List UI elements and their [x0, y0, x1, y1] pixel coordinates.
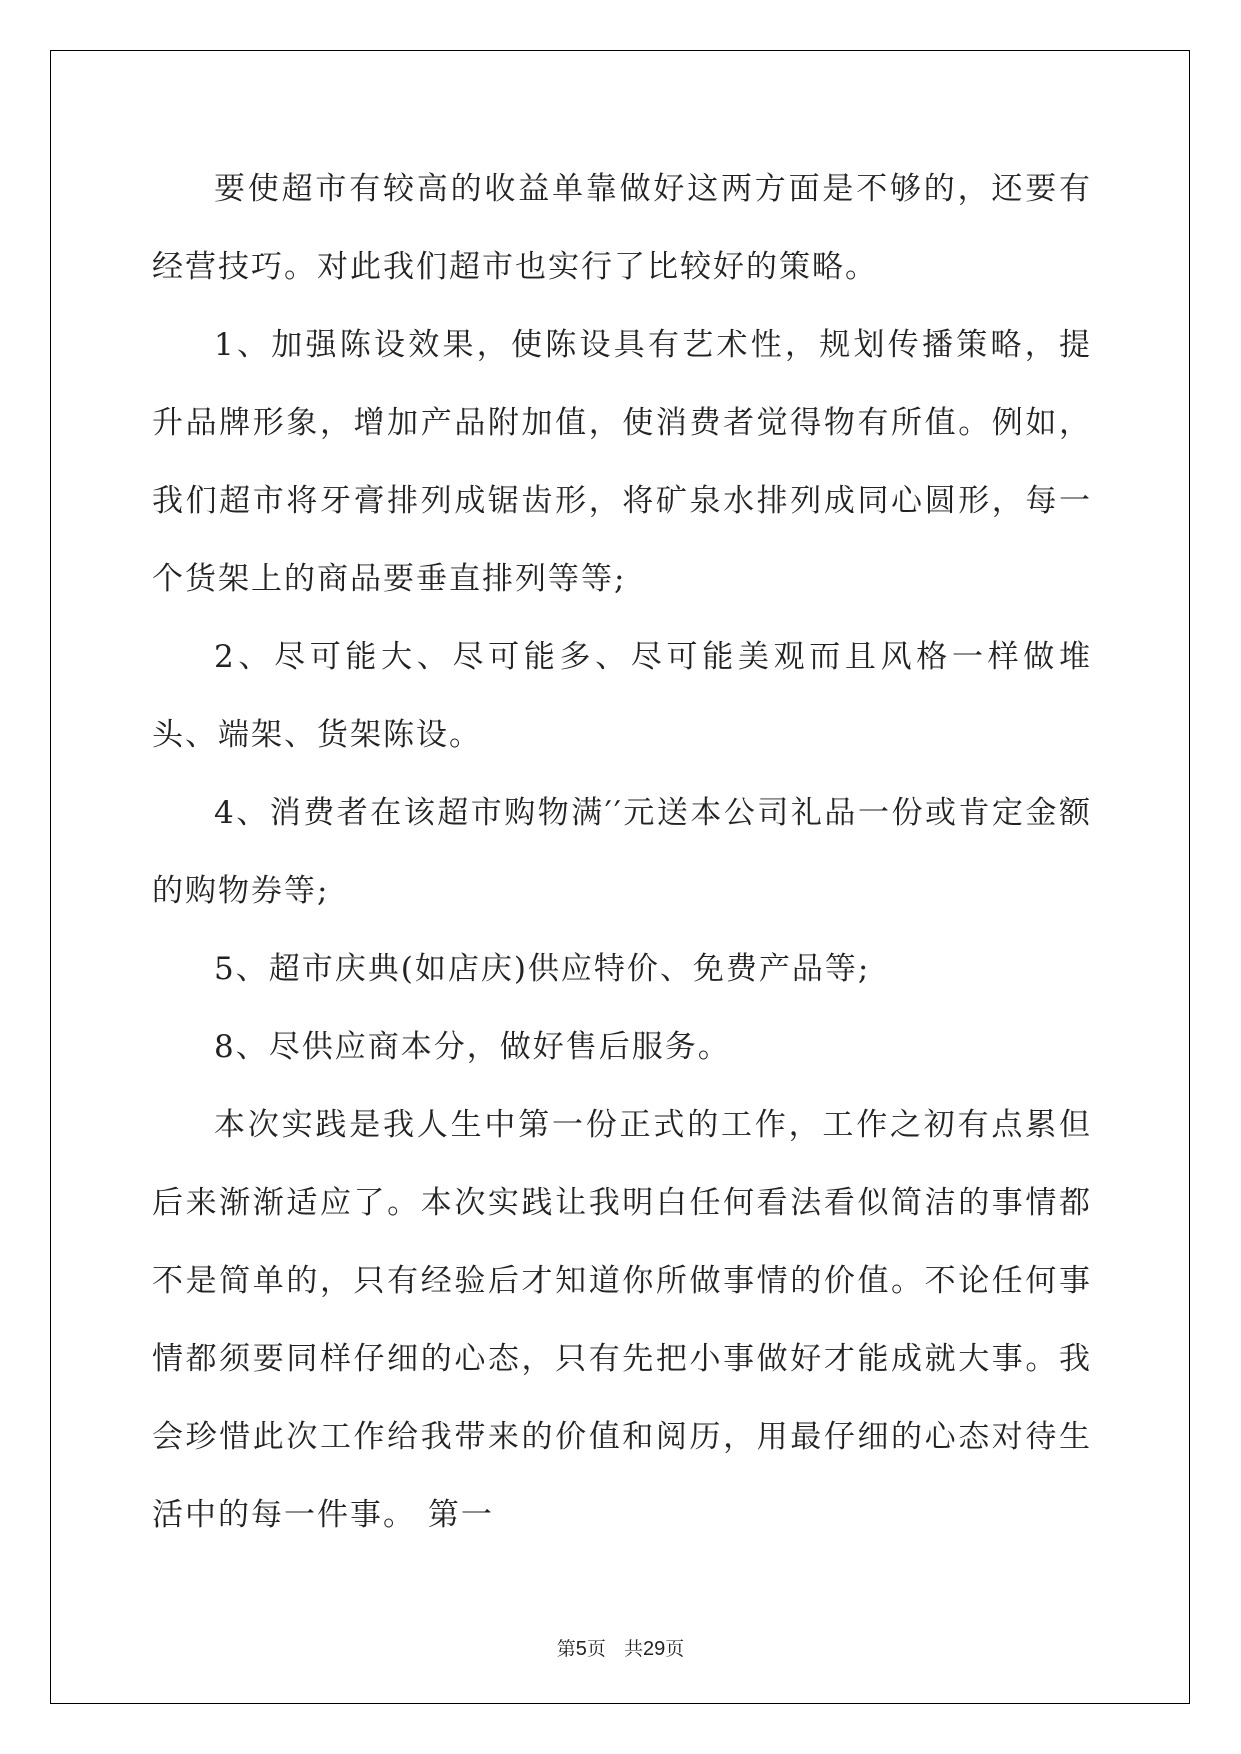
paragraph-item-5: 5、超市庆典(如店庆)供应特价、免费产品等; [214, 951, 871, 987]
footer-page-suffix: 页 [586, 1638, 606, 1660]
footer-page-prefix: 第 [556, 1638, 576, 1660]
document-body [152, 150, 1092, 1554]
paragraph-intro: 要使超市有较高的收益单靠做好这两方面是不够的，还要有经营技巧。对此我们超市也实行了比较好的策略。 [152, 171, 1092, 285]
footer-total-suffix: 页 [665, 1638, 685, 1660]
paragraph-reflection: 本次实践是我人生中第一份正式的工作，工作之初有点累但后来渐渐适应了。本次实践让我明白任何看法看似简洁的事情都不是简单的，只有经验后才知道你所做事情的价值。不论任何事情都须要同样仔细的心态，只有先把小事做好才能成就大事。我会珍惜此次工作给我带来的价值和阅历，用最仔细的心态对待生活中的每一件事。 第一 [152, 1107, 1092, 1533]
footer-page-number: 5 [575, 1638, 587, 1660]
paragraph-item-4: 4、消费者在该超市购物满′′元送本公司礼品一份或肯定金额的购物券等; [152, 795, 1092, 909]
paragraph-item-1: 1、加强陈设效果，使陈设具有艺术性，规划传播策略，提升品牌形象，增加产品附加值，使消费者觉得物有所值。例如，我们超市将牙膏排列成锯齿形，将矿泉水排列成同心圆形，每一个货架上的商品要垂直排列等等; [152, 327, 1092, 597]
footer-total-pages: 29 [642, 1638, 666, 1660]
paragraph-item-8: 8、尽供应商本分，做好售后服务。 [214, 1029, 731, 1065]
paragraph-item-2: 2、尽可能大、尽可能多、尽可能美观而且风格一样做堆头、端架、货架陈设。 [152, 639, 1092, 753]
footer-total-prefix: 共 [623, 1638, 643, 1660]
page-footer [0, 1634, 1241, 1661]
